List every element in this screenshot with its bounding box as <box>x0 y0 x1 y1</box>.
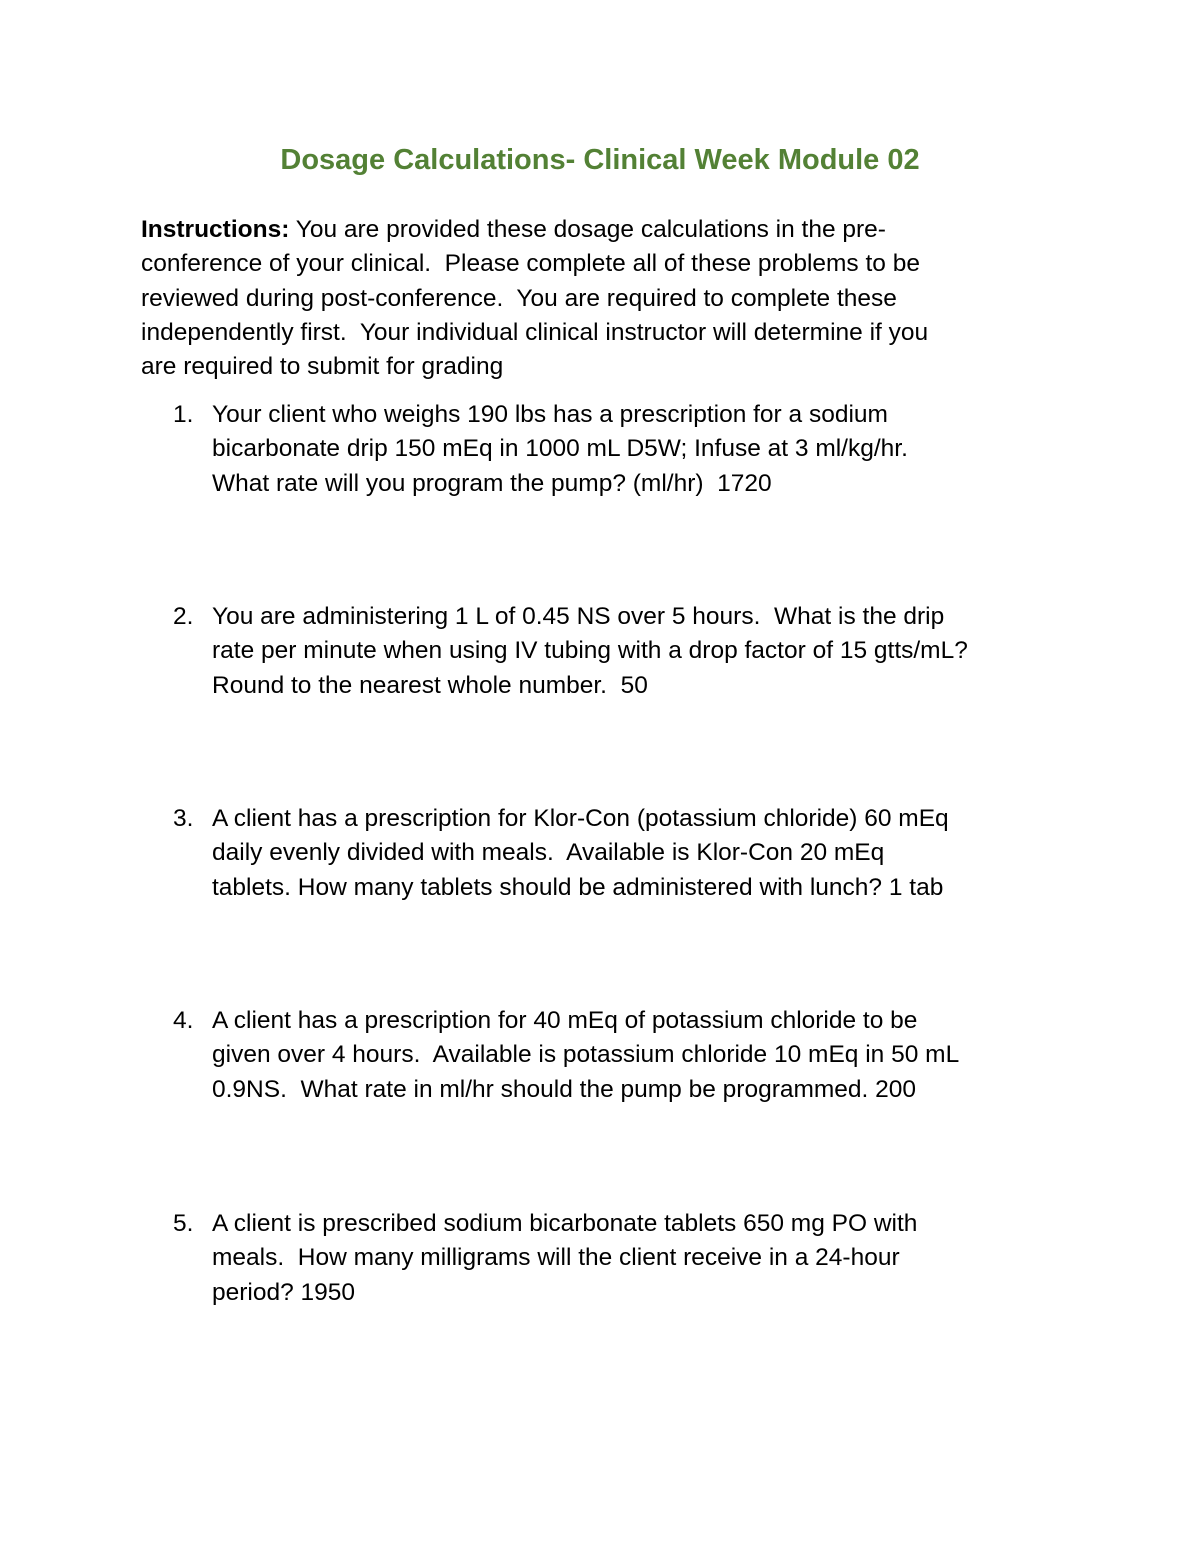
document-title: Dosage Calculations- Clinical Week Module 02 <box>280 144 920 176</box>
instructions-line-5: are required to submit for grading <box>141 353 504 381</box>
problem-number: 1. <box>173 401 194 428</box>
problem-text <box>212 398 1093 501</box>
instructions-line-1 <box>141 213 1041 247</box>
problem-line: What rate will you program the pump? (ml/hr) 1720 <box>212 469 772 497</box>
problem-item-4 <box>173 1004 1093 1107</box>
problem-number: 2. <box>173 603 194 630</box>
problem-number: 5. <box>173 1210 194 1237</box>
instructions-line-2: conference of your clinical. Please complete all of these problems to be <box>141 250 920 278</box>
problem-line: period? 1950 <box>212 1278 356 1306</box>
problem-line: 0.9NS. What rate in ml/hr should the pump be programmed. 200 <box>212 1075 917 1103</box>
problem-line: A client has a prescription for 40 mEq of potassium chloride to be <box>212 1007 918 1034</box>
instructions-label: Instructions: <box>141 216 290 243</box>
problem-text <box>212 1207 1093 1310</box>
problem-line: A client has a prescription for Klor-Con (potassium chloride) 60 mEq <box>212 805 949 832</box>
problem-text <box>212 600 1093 703</box>
problem-number: 3. <box>173 805 194 832</box>
problem-line: You are administering 1 L of 0.45 NS over 5 hours. What is the drip <box>212 603 945 630</box>
problem-item-3 <box>173 802 1093 905</box>
problem-line: A client is prescribed sodium bicarbonate tablets 650 mg PO with <box>212 1210 918 1237</box>
instructions-paragraph <box>141 213 1041 384</box>
problem-line: daily evenly divided with meals. Available is Klor-Con 20 mEq <box>212 839 885 867</box>
problem-line: Your client who weighs 190 lbs has a prescription for a sodium <box>212 401 888 428</box>
problem-line: given over 4 hours. Available is potassium chloride 10 mEq in 50 mL <box>212 1041 960 1069</box>
problem-item-5 <box>173 1207 1093 1310</box>
problem-line: meals. How many milligrams will the client receive in a 24-hour <box>212 1244 900 1272</box>
instructions-text-1: You are provided these dosage calculations in the pre- <box>289 216 886 243</box>
problem-text <box>212 802 1093 905</box>
problem-item-2 <box>173 600 1093 703</box>
problem-text <box>212 1004 1093 1107</box>
instructions-line-3: reviewed during post-conference. You are required to complete these <box>141 284 897 312</box>
instructions-line-4: independently first. Your individual clinical instructor will determine if you <box>141 318 929 346</box>
problem-line: tablets. How many tablets should be administered with lunch? 1 tab <box>212 873 944 901</box>
problem-line: Round to the nearest whole number. 50 <box>212 671 648 699</box>
problem-item-1 <box>173 398 1093 501</box>
problem-number: 4. <box>173 1007 194 1034</box>
problem-line: bicarbonate drip 150 mEq in 1000 mL D5W; Infuse at 3 ml/kg/hr. <box>212 435 908 463</box>
problem-line: rate per minute when using IV tubing with a drop factor of 15 gtts/mL? <box>212 637 968 665</box>
